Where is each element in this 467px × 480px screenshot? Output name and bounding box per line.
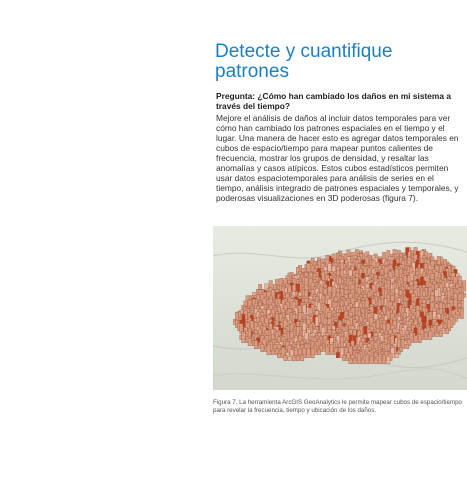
figure-7-image <box>213 226 467 390</box>
space-time-cube <box>418 334 421 343</box>
space-time-cube <box>353 358 356 364</box>
space-time-cube <box>439 330 442 337</box>
space-time-cube <box>382 355 385 364</box>
space-time-cube <box>254 341 257 349</box>
space-time-cube <box>301 354 304 361</box>
section-title: Detecte y cuantifique patrones <box>215 41 393 82</box>
space-time-cube-map <box>213 226 467 390</box>
space-time-cube <box>317 349 320 354</box>
space-time-cube <box>292 356 295 361</box>
space-time-cube <box>326 347 329 355</box>
space-time-cube <box>435 332 438 337</box>
section-body-paragraph: Mejore el análisis de daños al incluir datos temporales para ver cómo han cambiado los patrones espaciales en el tiempo y el lugar. Una manera de hacer esto es agregar datos temporales en cubos de espacio/tiempo para mapear puntos calientes de frecuencia, mostrar los grupos de densidad, y resaltar las anomalías y casos atípicos. Estos cubos estadísticos permiten usar datos espaciotemporales para análisis de series en el tiempo, análisis integrado de patrones espaciales y temporales, y poderosas visualizaciones en 3D poderosas (figura 7). <box>216 113 459 203</box>
space-time-cube <box>307 348 310 358</box>
space-time-cube <box>374 359 377 364</box>
space-time-cube <box>378 354 381 364</box>
space-time-cube <box>460 309 463 319</box>
space-time-cube <box>343 355 346 361</box>
space-time-cube <box>424 333 427 340</box>
space-time-cube <box>414 335 417 342</box>
space-time-cube <box>366 354 369 364</box>
space-time-cube <box>284 355 287 360</box>
space-time-cube <box>429 331 432 340</box>
space-time-cube <box>445 329 448 334</box>
space-time-cube <box>242 332 245 343</box>
section-question: Pregunta: ¿Cómo han cambiado los daños en mi sistema a través del tiempo? <box>216 91 452 111</box>
figure-caption: Figura 7. La herramienta ArcGIS GeoAnalytics le permite mapear cubos de espacio/tiempo para revelar la frecuencia, tiempo y ubicación de los daños. <box>213 399 462 414</box>
space-time-cube <box>395 353 398 358</box>
space-time-cube <box>267 345 270 355</box>
space-time-cube <box>349 359 352 364</box>
space-time-cube <box>370 356 373 364</box>
space-time-cube <box>330 344 333 355</box>
space-time-cube <box>296 356 299 361</box>
space-time-cube <box>336 353 339 358</box>
space-time-cube <box>277 353 280 358</box>
space-time-cube <box>361 359 364 364</box>
space-time-cube <box>248 338 251 345</box>
space-time-cube <box>357 353 360 364</box>
space-time-cube <box>288 357 291 361</box>
space-time-cube <box>387 356 390 364</box>
space-time-cube <box>311 348 314 358</box>
space-time-cube <box>406 345 409 349</box>
space-time-cube <box>271 350 274 355</box>
space-time-cube <box>401 339 404 349</box>
space-time-cube <box>261 344 264 351</box>
